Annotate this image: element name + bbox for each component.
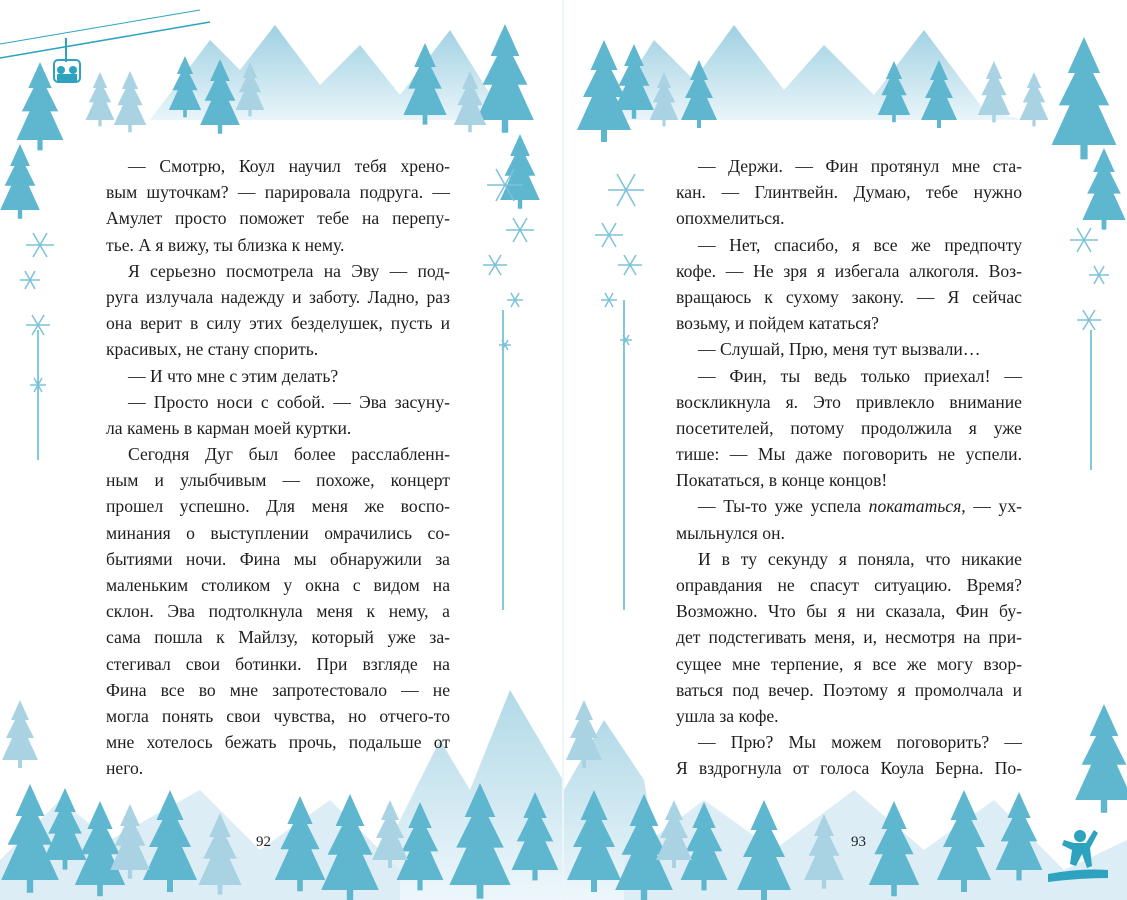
text-line: Фина все во мне запротестовало — не — [106, 679, 450, 700]
text-line: кофе. — Не зря я избегала алкоголя. Воз- — [676, 260, 1022, 281]
text-line: оправдания не спасут ситуацию. Время? — [676, 575, 1022, 595]
left-page — [0, 0, 563, 900]
text-line: — Прю? Мы можем поговорить? — — [698, 732, 1022, 753]
text-line: мне хотелось бежать прочь, подальше от — [106, 732, 450, 753]
text-line: могла понять свои чувства, но отчего-то — [106, 705, 450, 726]
left-page-text — [106, 153, 450, 782]
paragraph — [106, 389, 450, 441]
text-line: Я серьезно посмотрела на Эву — под- — [128, 260, 450, 281]
text-line: маленьким столиком у окна с видом на — [106, 575, 450, 595]
paragraph — [106, 363, 450, 389]
text-line: тише: — Мы даже поговорить не успели. — [676, 444, 1022, 465]
text-line: ваться под вечер. Поэтому я промолчала и — [676, 679, 1022, 700]
text-line: ушла за кофе. — [676, 705, 779, 726]
text-line: вым шуточкам? — парировала подруга. — — [106, 182, 450, 203]
text-line: ным и улыбчивым — похоже, концерт — [106, 470, 450, 491]
text-line: И в ту секунду я поняла, что никакие — [698, 548, 1022, 569]
text-line: тье. А я вижу, ты близка к нему. — [106, 234, 345, 255]
text-line: прошел успешно. Для меня же воспо- — [106, 496, 450, 517]
text-line: — Ты-то уже успела покататься, — ух- — [698, 496, 1022, 517]
page-number-left: 92 — [256, 834, 271, 850]
text-line: вращаюсь к сухому закону. — Я сейчас — [676, 286, 1022, 307]
text-line: возьму, и пойдем кататься? — [676, 313, 879, 334]
right-page — [564, 0, 1127, 900]
right-page-text — [676, 153, 1022, 782]
paragraph — [676, 493, 1022, 545]
text-line: она верит в силу этих безделушек, пусть и — [106, 313, 450, 334]
text-line: Возможно. Что бы я ни сказала, Фин бу- — [676, 601, 1022, 622]
text-line: Амулет просто поможет тебе на перепу- — [106, 208, 450, 229]
paragraph — [676, 546, 1022, 729]
text-line: — Нет, спасибо, я все же предпочту — [698, 234, 1022, 255]
text-line: красивых, не стану спорить. — [106, 339, 319, 360]
paragraph — [676, 153, 1022, 232]
paragraph — [106, 258, 450, 363]
paragraph — [676, 363, 1022, 494]
snowflake-icon — [595, 174, 644, 345]
text-line: мыльнулся он. — [676, 522, 785, 543]
text-line: сама пошла к Майлзу, который уже за- — [106, 627, 450, 648]
text-line: минания о выступлении омрачились со- — [106, 522, 450, 543]
text-line: кан. — Глинтвейн. Думаю, тебе нужно — [676, 182, 1022, 203]
paragraph — [676, 232, 1022, 337]
paragraph — [676, 729, 1022, 781]
paragraph — [106, 441, 450, 781]
text-line: воскликнула я. Это привлекло внимание — [676, 391, 1022, 412]
text-line: посетителей, потому продолжила я уже — [676, 417, 1022, 438]
text-line: ла камень в карман моей куртки. — [106, 417, 352, 438]
text-line: стегивал свои ботинки. При взгляде на — [106, 653, 450, 674]
text-line: — Просто носи с собой. — Эва засуну- — [128, 391, 450, 412]
snowflake-icon — [20, 233, 54, 392]
text-line: Я вздрогнула от голоса Коула Берна. По- — [676, 758, 1022, 779]
text-line: опохмелиться. — [676, 208, 785, 229]
text-line: — Слушай, Прю, меня тут вызвали… — [698, 339, 981, 360]
text-line: Покататься, в конце концов! — [676, 470, 888, 491]
text-line: склон. Эва подтолкнула меня к нему, а — [106, 601, 450, 622]
text-line: — Фин, ты ведь только приехал! — — [698, 365, 1022, 386]
text-line: Сегодня Дуг был более расслабленн- — [128, 444, 450, 465]
paragraph — [106, 153, 450, 258]
text-line: — Держи. — Фин протянул мне ста- — [698, 156, 1022, 176]
text-line: — И что мне с этим делать? — [128, 365, 339, 386]
text-line: руга излучала надежду и заботу. Ладно, раз — [106, 286, 450, 307]
text-line: бытиями ночи. Фина мы обнаружили за — [106, 548, 450, 569]
text-line: — Смотрю, Коул научил тебя хрено- — [128, 156, 450, 176]
text-line: дет подстегивать меня, и, несмотря на при- — [676, 627, 1022, 648]
page-number-right: 93 — [851, 834, 866, 850]
text-line: сущее мне терпение, я все же могу взор- — [676, 653, 1022, 674]
text-line: него. — [106, 758, 144, 779]
paragraph — [676, 336, 1022, 362]
italic-word: покататься, — [868, 496, 966, 517]
